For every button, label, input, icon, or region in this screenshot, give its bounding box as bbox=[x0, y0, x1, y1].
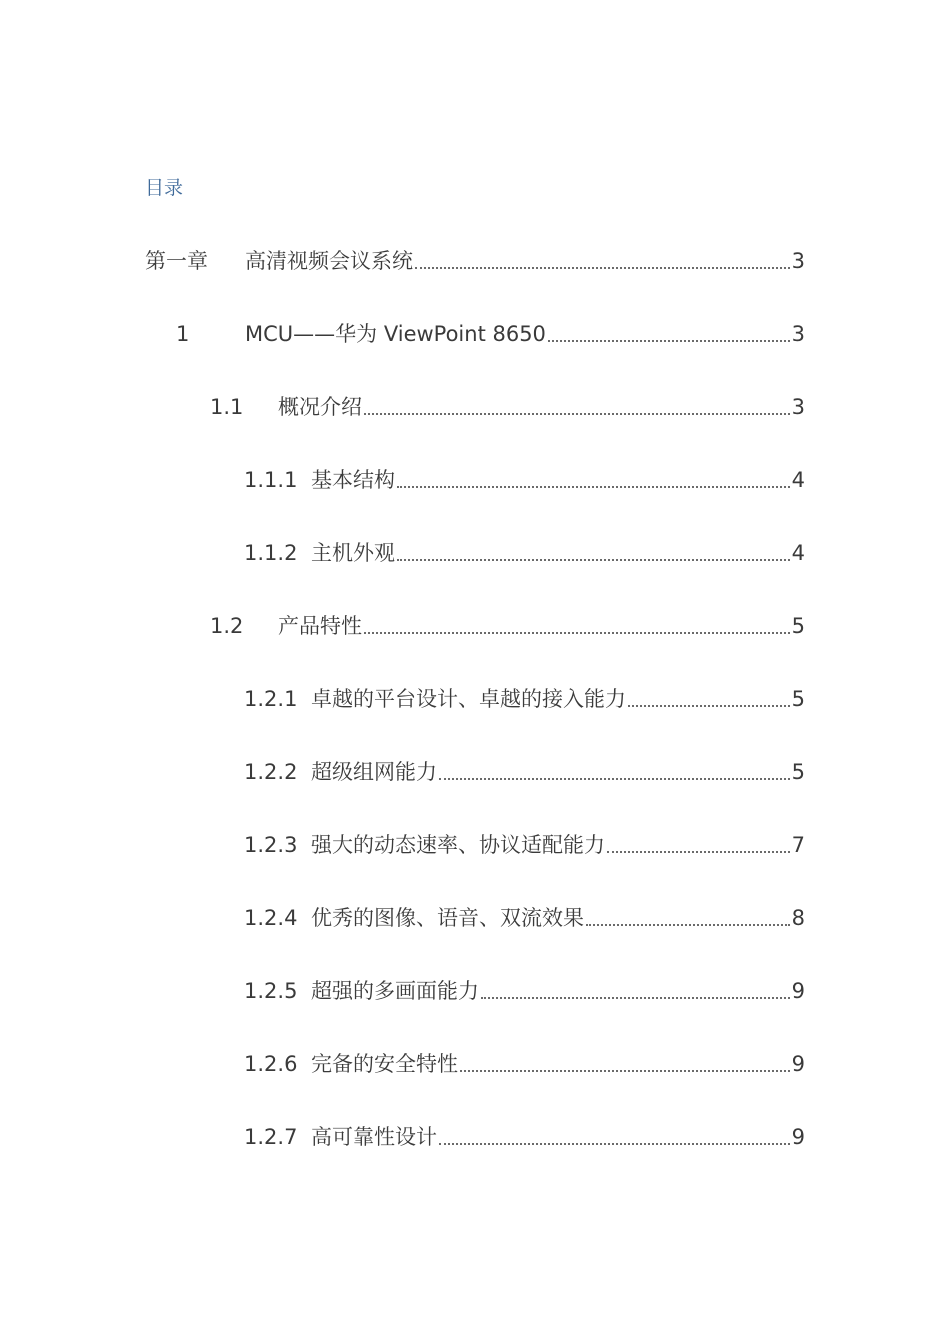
dot-leader bbox=[439, 1143, 790, 1145]
toc-entry-number: 1.2.1 bbox=[244, 687, 298, 711]
toc-entry-number: 1.1.1 bbox=[244, 468, 298, 492]
toc-entry[interactable] bbox=[244, 1043, 805, 1079]
dot-leader bbox=[481, 997, 790, 999]
dot-leader bbox=[364, 413, 790, 415]
toc-entry-page: 5 bbox=[791, 760, 805, 784]
toc-entry-title: 主机外观 bbox=[311, 541, 395, 565]
toc-entry-title: 完备的安全特性 bbox=[311, 1052, 458, 1076]
toc-entry-title: 优秀的图像、语音、双流效果 bbox=[311, 906, 584, 930]
toc-entry-page: 8 bbox=[791, 906, 805, 930]
toc-entry-page: 3 bbox=[791, 322, 805, 346]
toc-entry-page: 9 bbox=[791, 979, 805, 1003]
toc-entry-number: 1.2.6 bbox=[244, 1052, 298, 1076]
toc-entry-title: 强大的动态速率、协议适配能力 bbox=[311, 833, 605, 857]
toc-entry[interactable] bbox=[244, 1116, 805, 1152]
toc-entry-title: 超强的多画面能力 bbox=[311, 979, 479, 1003]
dot-leader bbox=[364, 632, 790, 634]
toc-entry-page: 3 bbox=[791, 395, 805, 419]
toc-entry-page: 4 bbox=[791, 541, 805, 565]
dot-leader bbox=[628, 705, 790, 707]
toc-entry-title: 高清视频会议系统 bbox=[245, 249, 413, 273]
toc-entry-title: 产品特性 bbox=[278, 614, 362, 638]
dot-leader bbox=[439, 778, 790, 780]
dot-leader bbox=[460, 1070, 790, 1072]
toc-entry-number: 1.2.7 bbox=[244, 1125, 298, 1149]
toc-entry[interactable] bbox=[244, 459, 805, 495]
toc-entry-number: 1.2.4 bbox=[244, 906, 298, 930]
toc-entry-title: 卓越的平台设计、卓越的接入能力 bbox=[311, 687, 626, 711]
toc-entry[interactable] bbox=[176, 313, 805, 349]
toc-entry-title: MCU——华为 ViewPoint 8650 bbox=[245, 322, 546, 346]
toc-entry-number: 1.2.3 bbox=[244, 833, 298, 857]
dot-leader bbox=[397, 559, 790, 561]
toc-heading: 目录 bbox=[145, 177, 184, 199]
toc-entry[interactable] bbox=[244, 751, 805, 787]
toc-entry-number: 第一章 bbox=[145, 249, 208, 273]
dot-leader bbox=[548, 340, 790, 342]
dot-leader bbox=[586, 924, 790, 926]
toc-entry-page: 9 bbox=[791, 1125, 805, 1149]
dot-leader bbox=[397, 486, 790, 488]
dot-leader bbox=[415, 267, 790, 269]
toc-entry-page: 9 bbox=[791, 1052, 805, 1076]
toc-entry[interactable] bbox=[210, 605, 805, 641]
toc-entry-page: 5 bbox=[791, 687, 805, 711]
toc-entry-page: 5 bbox=[791, 614, 805, 638]
toc-entry[interactable] bbox=[244, 897, 805, 933]
toc-entry-title: 概况介绍 bbox=[278, 395, 362, 419]
toc-entry-title: 高可靠性设计 bbox=[311, 1125, 437, 1149]
toc-entry-number: 1.2 bbox=[210, 614, 244, 638]
toc-entry-number: 1.2.5 bbox=[244, 979, 298, 1003]
toc-entry-title: 基本结构 bbox=[311, 468, 395, 492]
toc-entry-page: 3 bbox=[791, 249, 805, 273]
dot-leader bbox=[607, 851, 790, 853]
toc-entry-page: 7 bbox=[791, 833, 805, 857]
toc-entry-number: 1.1 bbox=[210, 395, 244, 419]
toc-entry-number: 1 bbox=[176, 322, 190, 346]
toc-entry[interactable] bbox=[244, 970, 805, 1006]
toc-entry-number: 1.2.2 bbox=[244, 760, 298, 784]
toc-entry-title: 超级组网能力 bbox=[311, 760, 437, 784]
toc-entry[interactable] bbox=[145, 240, 805, 276]
toc-entry[interactable] bbox=[244, 678, 805, 714]
toc-entry[interactable] bbox=[244, 532, 805, 568]
toc-entry[interactable] bbox=[210, 386, 805, 422]
toc-entry-number: 1.1.2 bbox=[244, 541, 298, 565]
toc-entry[interactable] bbox=[244, 824, 805, 860]
toc-entry-page: 4 bbox=[791, 468, 805, 492]
